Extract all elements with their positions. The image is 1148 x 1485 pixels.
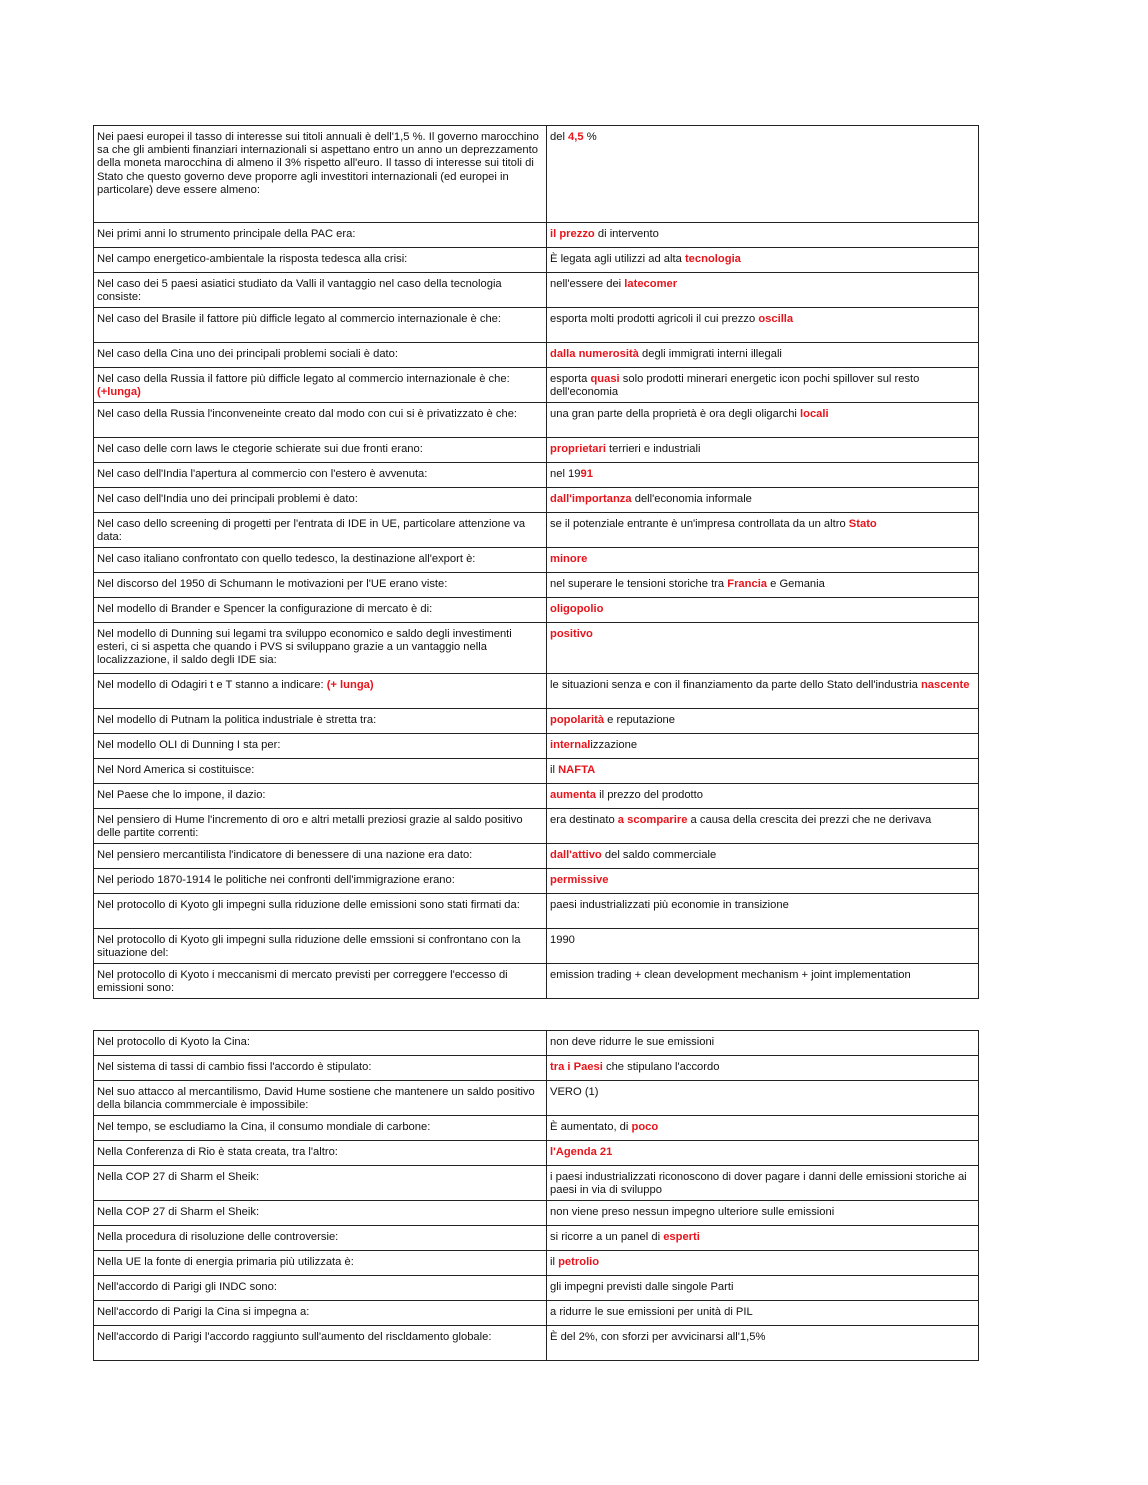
answer-cell [547, 674, 979, 709]
answer-text: non viene preso nessun impegno ulteriore sulle emissioni [550, 1206, 835, 1218]
answer-cell [547, 1226, 979, 1251]
question-text: Nell'accordo di Parigi l'accordo raggiunto sull'aumento del riscldamento globale: [97, 1331, 492, 1343]
question-text: Nel modello di Odagiri t e T stanno a indicare: [97, 679, 324, 691]
qa-row [94, 368, 979, 403]
answer-keyword: petrolio [558, 1256, 600, 1268]
question-cell [94, 1116, 547, 1141]
qa-row [94, 809, 979, 844]
question-text: Nel caso delle corn laws le ctegorie schierate sui due fronti erano: [97, 443, 423, 455]
qa-row [94, 513, 979, 548]
question-text: Nel modello OLI di Dunning I sta per: [97, 739, 281, 751]
question-cell [94, 598, 547, 623]
answer-keyword: locali [800, 408, 829, 420]
question-cell [94, 929, 547, 964]
question-cell [94, 869, 547, 894]
answer-cell [547, 734, 979, 759]
answer-text: era destinato [550, 814, 618, 826]
qa-table-2 [93, 1030, 979, 1361]
qa-row [94, 463, 979, 488]
question-cell [94, 463, 547, 488]
length-note: (+ lunga) [326, 679, 374, 691]
answer-keyword: 4,5 [568, 131, 584, 143]
question-text: Nel protocollo di Kyoto gli impegni sulla riduzione delle emissioni sono stati firmati da: [97, 899, 520, 911]
qa-row [94, 844, 979, 869]
question-text: Nella COP 27 di Sharm el Sheik: [97, 1171, 260, 1183]
answer-cell [547, 759, 979, 784]
question-cell [94, 1276, 547, 1301]
question-text: Nell'accordo di Parigi la Cina si impegna a: [97, 1306, 310, 1318]
answer-keyword: dall'importanza [550, 493, 632, 505]
qa-row [94, 964, 979, 999]
answer-keyword: positivo [550, 628, 593, 640]
answer-cell [547, 308, 979, 343]
question-text: Nel caso dell'India uno dei principali problemi è dato: [97, 493, 358, 505]
qa-row [94, 548, 979, 573]
question-cell [94, 1326, 547, 1361]
answer-cell [547, 1166, 979, 1201]
question-text: Nel caso della Russia l'inconveneinte creato dal modo con cui si è privatizzato è che: [97, 408, 518, 420]
answer-text: emission trading + clean development mechanism + joint implementation [550, 969, 911, 981]
question-text: Nel Paese che lo impone, il dazio: [97, 789, 266, 801]
answer-text: del saldo commerciale [601, 849, 717, 861]
question-text: Nel periodo 1870-1914 le politiche nei confronti dell'immigrazione erano: [97, 874, 455, 886]
question-cell [94, 1226, 547, 1251]
question-cell [94, 438, 547, 463]
answer-text: VERO (1) [550, 1086, 599, 1098]
answer-text: dell'economia informale [631, 493, 752, 505]
qa-row [94, 1141, 979, 1166]
question-cell [94, 1056, 547, 1081]
answer-keyword: a scomparire [617, 814, 688, 826]
answer-text: le situazioni senza e con il finanziamento da parte dello Stato dell'industria [550, 679, 921, 691]
answer-text: i paesi industrializzati riconoscono di dover pagare i danni delle emissioni storiche ai paesi in via di sviluppo [550, 1171, 967, 1197]
answer-cell [547, 1116, 979, 1141]
answer-cell [547, 964, 979, 999]
answer-cell [547, 343, 979, 368]
answer-cell [547, 784, 979, 809]
qa-row [94, 759, 979, 784]
question-text: Nel caso del Brasile il fattore più difficle legato al commercio internazionale è che: [97, 313, 501, 325]
qa-row [94, 1276, 979, 1301]
question-cell [94, 343, 547, 368]
answer-cell [547, 513, 979, 548]
answer-text: % [583, 131, 597, 143]
qa-row [94, 1251, 979, 1276]
qa-row [94, 438, 979, 463]
qa-row [94, 1081, 979, 1116]
answer-keyword: dalla numerosità [550, 348, 639, 360]
question-cell [94, 488, 547, 513]
question-text: Nei primi anni lo strumento principale della PAC era: [97, 228, 356, 240]
answer-keyword: permissive [550, 874, 609, 886]
answer-keyword: aumenta [550, 789, 597, 801]
question-text: Nell'accordo di Parigi gli INDC sono: [97, 1281, 277, 1293]
question-text: Nel caso dello screening di progetti per l'entrata di IDE in UE, particolare attenzione va data: [97, 518, 526, 544]
qa-row [94, 674, 979, 709]
qa-row [94, 1201, 979, 1226]
answer-text: il prezzo del prodotto [596, 789, 703, 801]
answer-cell [547, 403, 979, 438]
question-cell [94, 513, 547, 548]
question-cell [94, 1201, 547, 1226]
qa-row [94, 1116, 979, 1141]
answer-keyword: Stato [848, 518, 877, 530]
answer-text: che stipulano l'accordo [602, 1061, 720, 1073]
question-cell [94, 623, 547, 674]
qa-row [94, 248, 979, 273]
answer-keyword: l'Agenda 21 [550, 1146, 613, 1158]
answer-keyword: latecomer [624, 278, 678, 290]
question-text: Nella Conferenza di Rio è stata creata, tra l'altro: [97, 1146, 338, 1158]
question-text: Nel protocollo di Kyoto la Cina: [97, 1036, 250, 1048]
question-cell [94, 1301, 547, 1326]
answer-cell [547, 126, 979, 223]
answer-cell [547, 709, 979, 734]
answer-text: una gran parte della proprietà è ora degli oligarchi [550, 408, 801, 420]
answer-cell [547, 1031, 979, 1056]
answer-cell [547, 488, 979, 513]
answer-text: nel 19 [550, 468, 581, 480]
answer-text: solo prodotti minerari energetic icon pochi spillover sul resto dell'economia [550, 373, 920, 399]
question-text: Nel protocollo di Kyoto i meccanismi di mercato previsti per correggere l'eccesso di emissioni sono: [97, 969, 508, 995]
answer-cell [547, 894, 979, 929]
answer-cell [547, 598, 979, 623]
question-text: Nel tempo, se escludiamo la Cina, il consumo mondiale di carbone: [97, 1121, 431, 1133]
answer-cell [547, 929, 979, 964]
answer-cell [547, 1251, 979, 1276]
answer-text: nell'essere dei [550, 278, 625, 290]
answer-text: esporta [550, 373, 591, 385]
answer-text: e reputazione [604, 714, 675, 726]
qa-row [94, 308, 979, 343]
question-cell [94, 273, 547, 308]
question-text: Nel discorso del 1950 di Schumann le motivazioni per l'UE erano viste: [97, 578, 448, 590]
answer-keyword: popolarità [550, 714, 605, 726]
qa-row [94, 1166, 979, 1201]
qa-row [94, 1031, 979, 1056]
question-cell [94, 809, 547, 844]
answer-text: È del 2%, con sforzi per avvicinarsi all'1,5% [550, 1331, 766, 1343]
answer-text: di intervento [594, 228, 659, 240]
question-cell [94, 126, 547, 223]
question-text: Nel caso della Russia il fattore più difficle legato al commercio internazionale è che: [97, 373, 510, 385]
answer-cell [547, 1056, 979, 1081]
question-text: Nel suo attacco al mercantilismo, David Hume sostiene che mantenere un saldo positivo della bilancia commmerciale è impossibile: [97, 1086, 535, 1112]
answer-keyword: dall'attivo [550, 849, 602, 861]
question-text: Nel pensiero mercantilista l'indicatore di benessere di una nazione era dato: [97, 849, 473, 861]
answer-text: non deve ridurre le sue emissioni [550, 1036, 715, 1048]
qa-row [94, 488, 979, 513]
answer-keyword: quasi [590, 373, 620, 385]
qa-row [94, 1301, 979, 1326]
question-cell [94, 759, 547, 784]
answer-cell [547, 1081, 979, 1116]
question-cell [94, 964, 547, 999]
question-cell [94, 368, 547, 403]
qa-row [94, 894, 979, 929]
question-text: Nella COP 27 di Sharm el Sheik: [97, 1206, 260, 1218]
answer-cell [547, 844, 979, 869]
qa-row [94, 273, 979, 308]
question-cell [94, 1251, 547, 1276]
question-cell [94, 1081, 547, 1116]
answer-cell [547, 368, 979, 403]
question-text: Nel modello di Putnam la politica industriale è stretta tra: [97, 714, 377, 726]
answer-text: 1990 [550, 934, 575, 946]
answer-keyword: Francia [727, 578, 768, 590]
question-text: Nel protocollo di Kyoto gli impegni sulla riduzione delle emssioni si confrontano con la situazione del: [97, 934, 521, 960]
answer-keyword: 91 [580, 468, 593, 480]
answer-keyword: tecnologia [684, 253, 741, 265]
answer-keyword: internal [550, 739, 591, 751]
answer-text: È legata agli utilizzi ad alta [550, 253, 685, 265]
answer-text: il [550, 1256, 559, 1268]
answer-text: a causa della crescita dei prezzi che ne derivava [687, 814, 932, 826]
qa-row [94, 623, 979, 674]
qa-row [94, 1226, 979, 1251]
qa-row [94, 598, 979, 623]
question-text: Nel caso italiano confrontato con quello tedesco, la destinazione all'export è: [97, 553, 476, 565]
length-note: (+lunga) [97, 386, 141, 399]
answer-text: si ricorre a un panel di [550, 1231, 664, 1243]
answer-text: paesi industrializzati più economie in transizione [550, 899, 789, 911]
question-text: Nel modello di Brander e Spencer la configurazione di mercato è di: [97, 603, 433, 615]
answer-text: nel superare le tensioni storiche tra [550, 578, 728, 590]
question-cell [94, 223, 547, 248]
question-text: Nella UE la fonte di energia primaria più utilizzata è: [97, 1256, 354, 1268]
answer-text: a ridurre le sue emissioni per unità di PIL [550, 1306, 753, 1318]
answer-cell [547, 273, 979, 308]
answer-cell [547, 548, 979, 573]
question-cell [94, 548, 547, 573]
answer-text: gli impegni previsti dalle singole Parti [550, 1281, 734, 1293]
qa-row [94, 869, 979, 894]
answer-cell [547, 438, 979, 463]
question-cell [94, 894, 547, 929]
question-text: Nel sistema di tassi di cambio fissi l'accordo è stipulato: [97, 1061, 372, 1073]
answer-cell [547, 248, 979, 273]
answer-cell [547, 1276, 979, 1301]
question-text: Nella procedura di risoluzione delle controversie: [97, 1231, 339, 1243]
qa-row [94, 929, 979, 964]
answer-keyword: nascente [920, 679, 970, 691]
answer-cell [547, 1141, 979, 1166]
qa-row [94, 403, 979, 438]
answer-text: e Gemania [767, 578, 825, 590]
question-text: Nel pensiero di Hume l'incremento di oro e altri metalli preziosi grazie al saldo positivo delle partite correnti: [97, 814, 523, 840]
answer-keyword: poco [631, 1121, 659, 1133]
qa-row [94, 784, 979, 809]
question-text: Nel campo energetico-ambientale la risposta tedesca alla crisi: [97, 253, 408, 265]
answer-text: esporta molti prodotti agricoli il cui prezzo [550, 313, 759, 325]
answer-cell [547, 1201, 979, 1226]
qa-row [94, 1056, 979, 1081]
question-cell [94, 573, 547, 598]
answer-keyword: tra i Paesi [550, 1061, 603, 1073]
answer-text: se il potenziale entrante è un'impresa controllata da un altro [550, 518, 849, 530]
qa-row [94, 573, 979, 598]
answer-text: del [550, 131, 569, 143]
answer-keyword: oligopolio [550, 603, 604, 615]
answer-cell [547, 223, 979, 248]
answer-keyword: oscilla [758, 313, 794, 325]
question-cell [94, 784, 547, 809]
question-text: Nel caso dei 5 paesi asiatici studiato da Valli il vantaggio nel caso della tecnologia consiste: [97, 278, 502, 304]
qa-table-1-body [94, 126, 979, 999]
answer-text: degli immigrati interni illegali [638, 348, 782, 360]
answer-text: il [550, 764, 559, 776]
answer-keyword: il prezzo [550, 228, 595, 240]
answer-cell [547, 463, 979, 488]
qa-row [94, 709, 979, 734]
qa-row [94, 343, 979, 368]
answer-cell [547, 623, 979, 674]
question-cell [94, 1141, 547, 1166]
answer-keyword: proprietari [550, 443, 606, 455]
qa-row [94, 1326, 979, 1361]
question-cell [94, 248, 547, 273]
answer-keyword: NAFTA [558, 764, 596, 776]
question-text: Nel caso dell'India l'apertura al commercio con l'estero è avvenuta: [97, 468, 428, 480]
question-cell [94, 734, 547, 759]
answer-cell [547, 869, 979, 894]
qa-row [94, 223, 979, 248]
answer-keyword: esperti [663, 1231, 700, 1243]
qa-row [94, 126, 979, 223]
answer-cell [547, 809, 979, 844]
answer-text: terrieri e industriali [605, 443, 701, 455]
answer-keyword: minore [550, 553, 588, 565]
question-cell [94, 709, 547, 734]
answer-cell [547, 1326, 979, 1361]
answer-cell [547, 573, 979, 598]
question-text: Nei paesi europei il tasso di interesse sui titoli annuali è dell'1,5 %. Il governo marocchino sa che gli ambienti finanziari internazionali si aspettano entro un anno un deprezzamento della moneta marocchina di almeno il 3% rispetto all'euro. Il tasso di interesse sui titoli di Stato che questo governo deve proporre agli investitori internazionali (ed europei in particolare) deve essere almeno: [97, 131, 539, 196]
answer-text: È aumentato, di [550, 1121, 632, 1133]
question-cell [94, 308, 547, 343]
qa-table-2-body [94, 1031, 979, 1361]
question-cell [94, 1031, 547, 1056]
question-text: Nel modello di Dunning sui legami tra sviluppo economico e saldo degli investimenti esteri, ci si aspetta che quando i PVS si sviluppano grazie a un vantaggio nella localizzazione, il saldo degli IDE sia: [97, 628, 512, 667]
question-text: Nel caso della Cina uno dei principali problemi sociali è dato: [97, 348, 398, 360]
answer-text: izzazione [590, 739, 638, 751]
question-cell [94, 674, 547, 709]
answer-cell [547, 1301, 979, 1326]
question-cell [94, 844, 547, 869]
question-cell [94, 403, 547, 438]
qa-table-1 [93, 125, 979, 999]
question-text: Nel Nord America si costituisce: [97, 764, 255, 776]
question-cell [94, 1166, 547, 1201]
qa-row [94, 734, 979, 759]
